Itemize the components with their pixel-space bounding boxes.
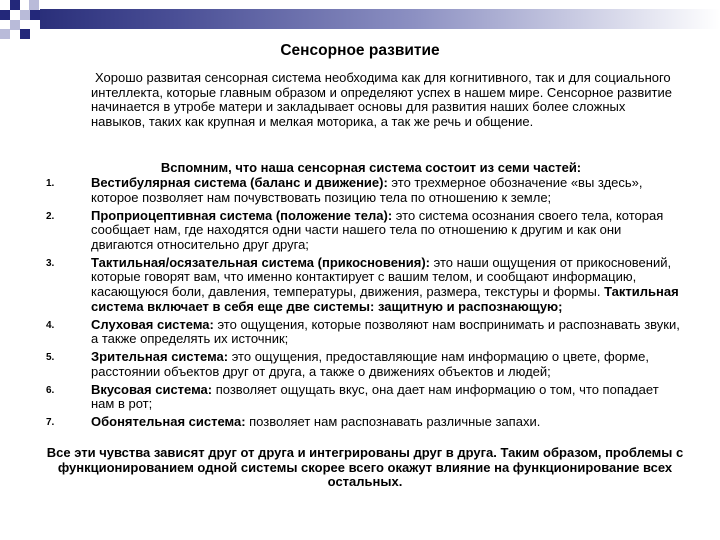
system-name: Тактильная/осязательная система (прикосновения):: [91, 254, 431, 270]
header-square: [10, 0, 20, 10]
system-name: Вестибулярная система (баланс и движение):: [91, 175, 388, 190]
system-note: Тактильная система включает в себя еще две системы: защитную и распознающую;: [91, 283, 679, 314]
header-square: [20, 29, 30, 39]
system-description: это ощущения, которые позволяют нам воспринимать и распознавать звуки, а также определять их источник;: [91, 316, 680, 347]
system-description: это трехмерное обозначение «вы здесь», которое позволяет нам почувствовать позицию тела по отношению к земле;: [91, 175, 643, 205]
header-gradient-bar: [40, 9, 720, 29]
list-item: [0, 383, 681, 412]
list-number: 6.: [46, 384, 55, 396]
list-item: [0, 350, 681, 379]
list-item: [0, 415, 681, 430]
system-name: Обонятельная система:: [91, 414, 246, 430]
system-description: позволяет нам распознавать различные запахи.: [245, 414, 541, 430]
list-item: [0, 318, 681, 347]
list-number: 1.: [46, 178, 55, 189]
intro-text: Хорошо развитая сенсорная система необходима как для когнитивного, так и для социального интеллекта, которые главным образом и определяют успех в нашем мире. Сенсорное развитие начинается в утробе матери и закладывает основы для развития наших более сложных навыков, таких как крупная и мелкая моторика, а так же речь и общение.: [91, 70, 672, 129]
system-name: Проприоцептивная система (положение тела):: [91, 207, 393, 223]
intro-paragraph: [91, 71, 681, 129]
sensory-systems-list: [0, 176, 720, 433]
system-description: это наши ощущения от прикосновений, которые говорят вам, что именно контактирует с вашим телом, и сообщают информацию, касающуюся боли, давления, температуры, движения, размера, текстуры и формы.: [91, 254, 672, 299]
system-description: позволяет ощущать вкус, она дает нам информацию о том, что попадает нам в рот;: [91, 381, 659, 412]
system-description: это система осознания своего тела, которая сообщает нам, где находятся одни части нашего тела по отношению к другим и как они двигаются относительно друг друга;: [91, 207, 664, 252]
header-square: [0, 10, 10, 20]
list-number: 3.: [46, 257, 55, 269]
list-number: 4.: [46, 319, 55, 331]
list-heading: Вспомним, что наша сенсорная система состоит из семи частей:: [160, 160, 582, 175]
system-name: Слуховая система:: [91, 316, 214, 332]
system-name: Зрительная система:: [91, 349, 229, 365]
list-item: [0, 176, 681, 205]
header-square: [29, 0, 39, 10]
list-number: 7.: [46, 417, 55, 429]
system-description: это ощущения, предоставляющие нам информацию о цвете, форме, расстоянии объектов друг от друга, а также о движениях объектов и людей;: [91, 349, 649, 379]
list-number: 5.: [46, 352, 55, 364]
list-number: 2.: [46, 210, 55, 222]
header-square: [10, 20, 20, 30]
list-item: [0, 209, 681, 253]
header-square: [30, 10, 40, 20]
header-square: [0, 29, 10, 39]
page-title: Сенсорное развитие: [280, 42, 440, 59]
list-item: [0, 256, 681, 314]
system-name: Вкусовая система:: [91, 381, 213, 397]
header-square: [20, 10, 30, 20]
conclusion-paragraph: Все эти чувства зависят друг от друга и интегрированы друг в друга. Таким образом, проблемы с функционированием одной системы скорее всего окажут влияние на функционирование всех остальных.: [46, 445, 684, 490]
